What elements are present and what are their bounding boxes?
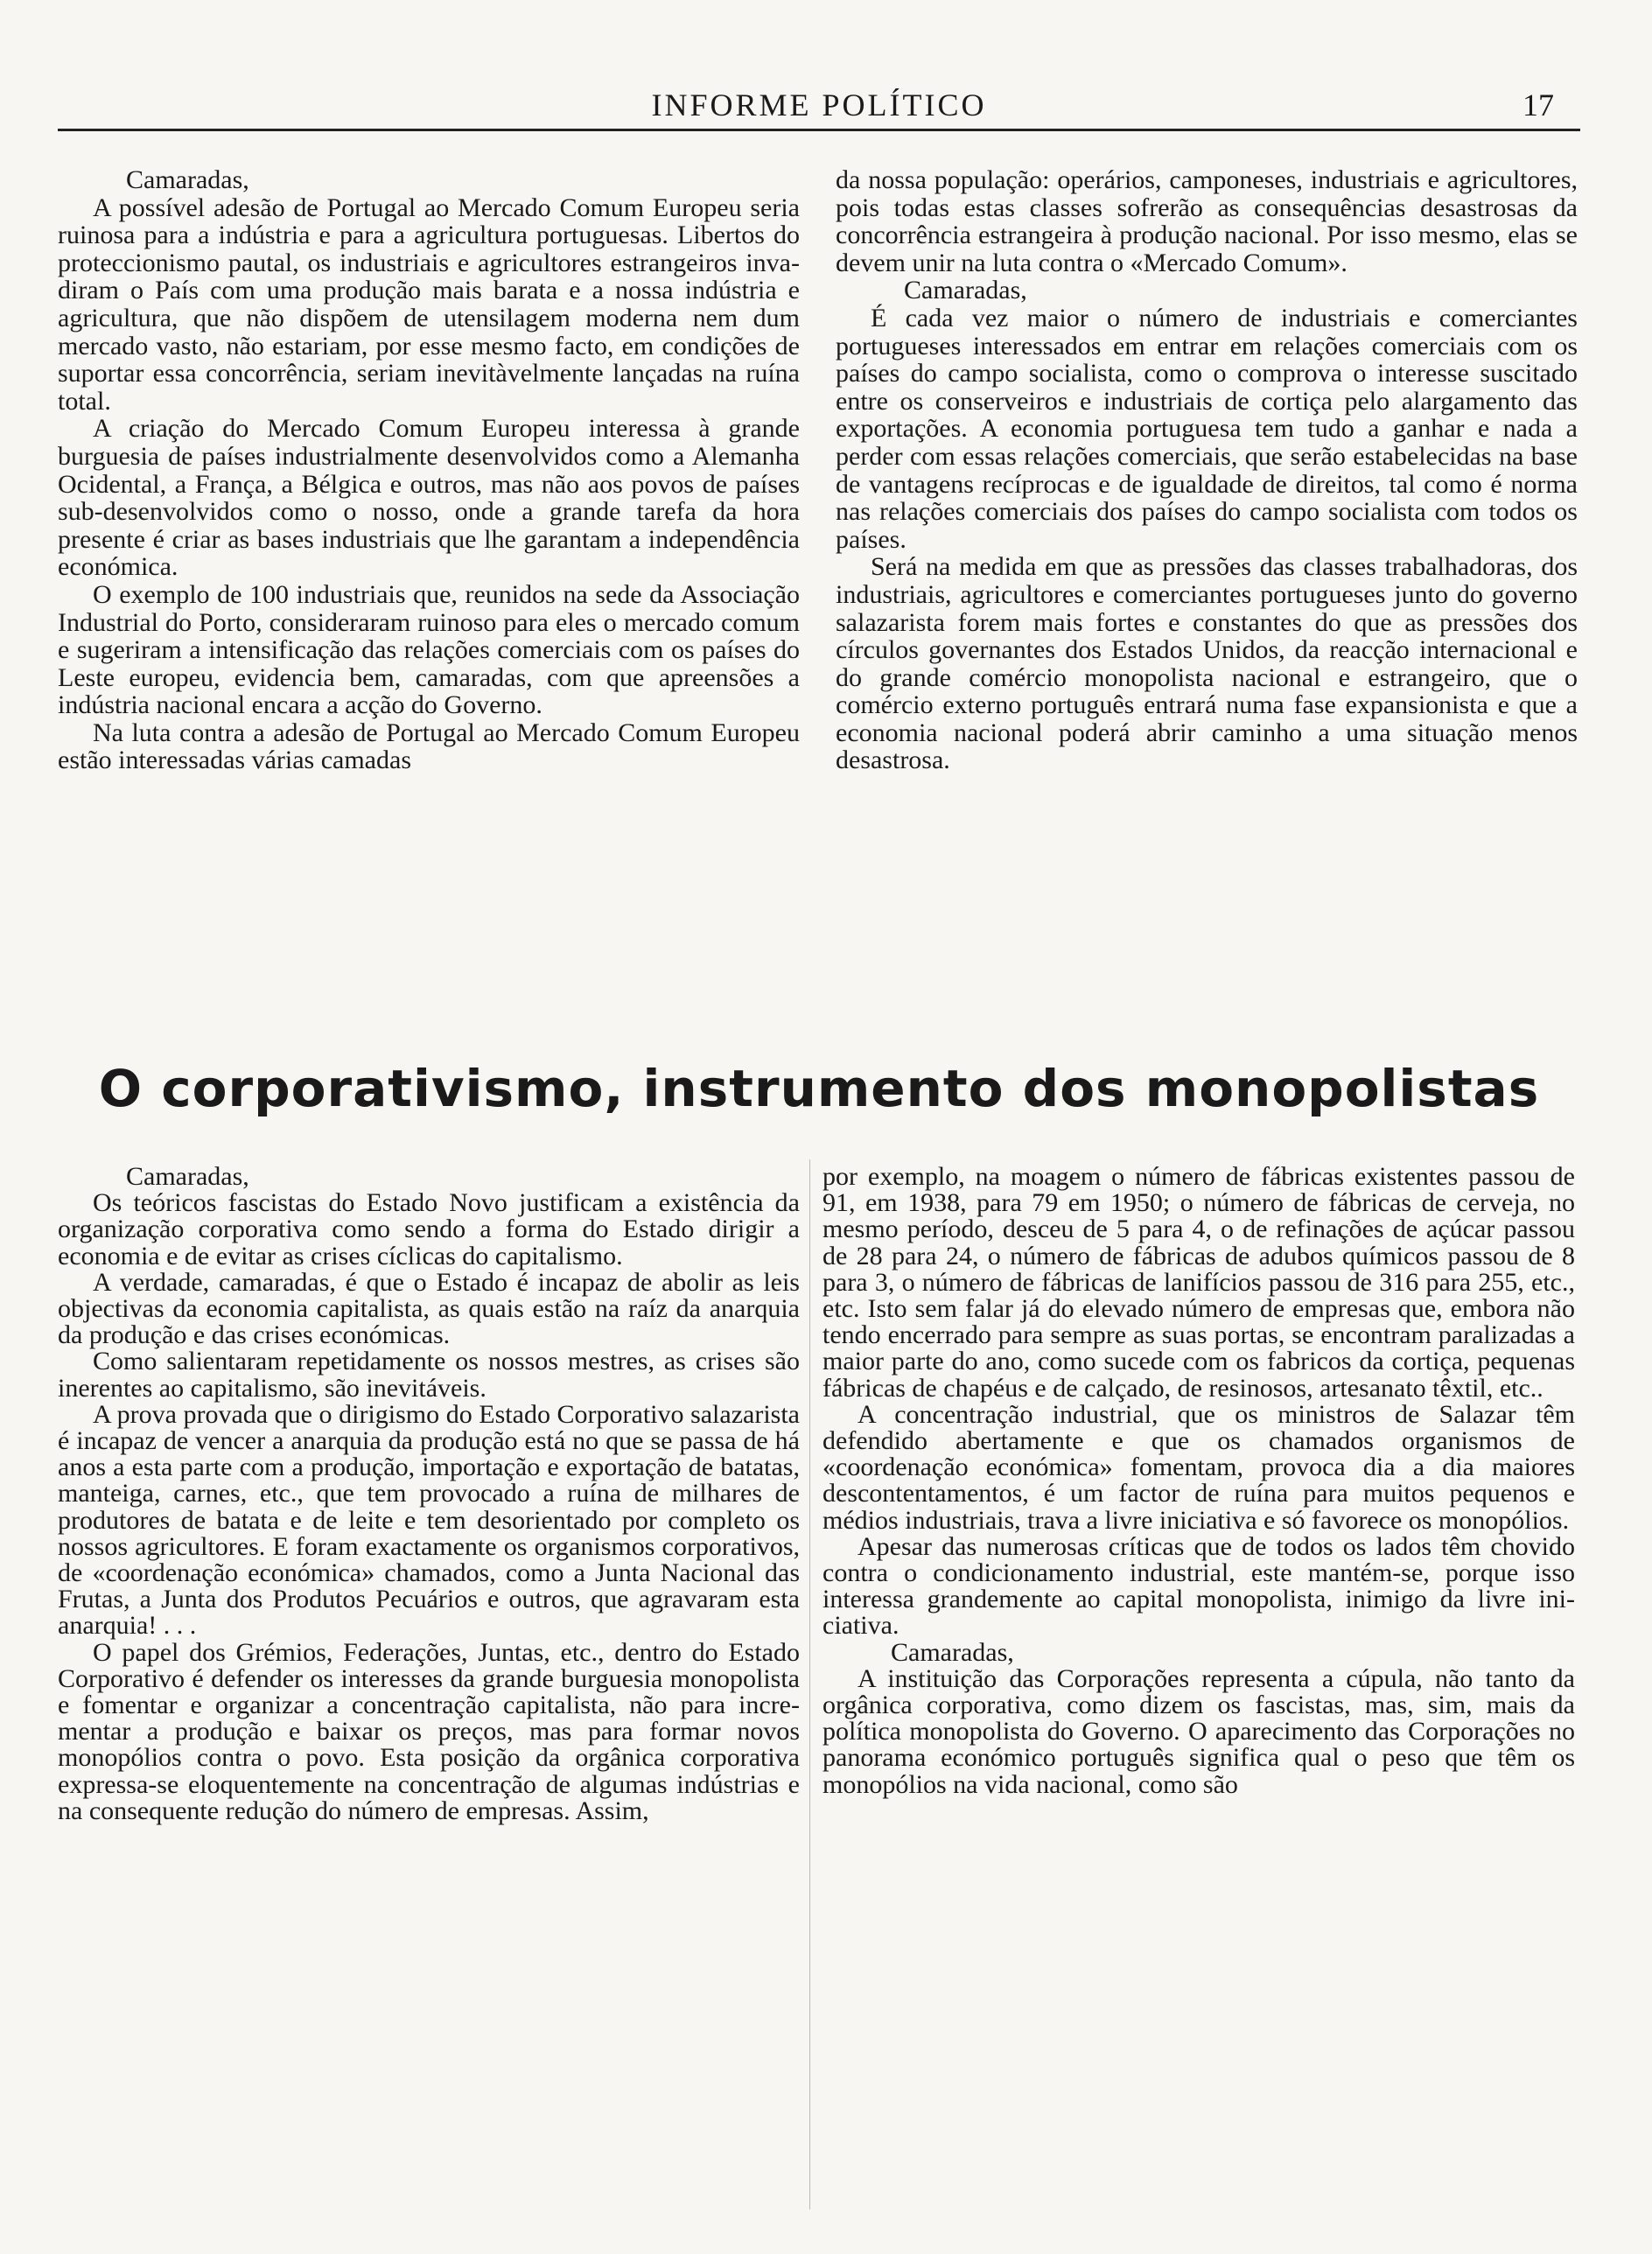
salutation: Camaradas, [904, 276, 1027, 305]
paragraph: A prova provada que o dirigismo do Estado Corporativo salazarista é incapaz de vencer a anarquia da produção está no que se passa de há anos a esta parte com a produção, importação e exportação de batatas, manteiga, carnes, etc., que tem provocado a ruína de milhares de produtores de batata e de leite e tem desorientado por completo os nossos agricultores. E foram exactamente os organismos corporativos, de «coordenação económica» chamados, como a Junta Nacional das Frutas, a Junta dos Produtos Pecuários e outros, que agravaram esta anarquia! . . . [58, 1399, 800, 1641]
top-left-column [58, 166, 800, 774]
paragraph: Será na medida em que as pressões das classes trabalhadoras, dos industriais, agricultores e comerciantes portugueses junto do governo salazarista forem mais fortes e constantes do que as pressões dos círculos governantes dos Estados Unidos, da reacção internacional e do grande comércio monopolista nacional e estrangeiro, que o comércio externo português entrará numa fase expansionista e que a economia nacional poderá abrir caminho a uma situação menos desastrosa. [836, 552, 1578, 775]
paragraph: A concentração industrial, que os ministros de Salazar têm defendido abertamente e que os chamados organismos de «coordenação económica» fomentam, provoca dia a dia maiores descontentamentos, é um factor de ruína para muitos pequenos e médios industriais, trava a livre iniciativa e só favorece os monopólios. [822, 1399, 1575, 1535]
salutation: Camaradas, [126, 1162, 249, 1191]
paragraph: A instituição das Corporações representa a cúpula, não tanto da orgânica corporativa, como dizem os fascistas, mas, sim, mais da política monopolista do Governo. O aparecimento das Corporações no panorama económico português significa qual o peso que têm os monopólios na vida nacional, como são [822, 1663, 1575, 1799]
salutation: Camaradas, [891, 1637, 1014, 1667]
paragraph: Como salientaram repetidamente os nossos mestres, as crises são inerentes ao capitalismo, são inevitáveis. [58, 1347, 800, 1403]
article-left-column [58, 1164, 800, 1824]
page-number: 17 [1522, 88, 1554, 122]
paragraph: É cada vez maior o número de industriais e comerciantes portugueses interessados em entrar em relações comerciais com os países do campo socialista, como o comprova o interesse suscitado entre os conserveiros e industriais de cortiça pelo alargamento das exportações. A economia portuguesa tem tudo a ganhar e nada a perder com essas relações comerciais, que serão estabelecidas na base de vantagens recíprocas e de igualdade de direitos, tal como é norma nas relações comerciais dos países do campo socialista com todos os países. [836, 303, 1578, 554]
paragraph: A verdade, camaradas, é que o Estado é incapaz de abolir as leis objectivas da economia capitalista, as quais estão na raíz da anarquia da produção e das crises económicas. [58, 1267, 800, 1350]
paragraph: O papel dos Grémios, Federações, Juntas, etc., dentro do Estado Corporativo é defender os interesses da grande burguesia monopolista e fomentar e organizar a concentração capitalista, não para incrementar a produção e baixar os preços, mas para formar novos monopólios contra o povo. Esta posição da orgânica corporativa expressa-se eloquentemente na concentração de algumas indústrias e na consequente redução do número de empresas. Assim, [58, 1637, 800, 1825]
paragraph: Na luta contra a adesão de Portugal ao Mercado Comum Europeu estão interessadas várias camadas [58, 718, 800, 775]
article-title: O corporativismo, instrumento dos monopolistas [98, 1059, 1540, 1118]
page-header [58, 83, 1580, 131]
paragraph: A possível adesão de Portugal ao Mercado Comum Europeu seria ruinosa para a indústria e para a agricultura portuguesas. Libertos do proteccionismo pautal, os industriais e agricultores estrangeiros invadiram o País com uma produção mais barata e a nossa indústria e agricultura, que não dispõem de utensilagem moderna nem dum mercado vasto, não estariam, por esse mesmo facto, em condições de suportar essa concorrência, seriam inevitàvelmente lançadas na ruína total. [58, 192, 800, 416]
paragraph: da nossa população: operários, camponeses, industriais e agricultores, pois todas estas classes sofrerão as consequências desastrosas da concorrência estrangeira à produção nacional. Por isso mesmo, elas se devem unir na luta contra o «Mercado Comum». [836, 165, 1578, 277]
paragraph: por exemplo, na moagem o número de fábricas existentes passou de 91, em 1938, para 79 em 1950; o número de fábricas de cerveja, no mesmo período, desceu de 5 para 4, o de refinações de açúcar passou de 28 para 24, o número de fábricas de adubos químicos passou de 8 para 3, o número de fábricas de lanifícios passou de 316 para 255, etc., etc. Isto sem falar já do elevado número de empresas que, embora não tendo encerrado para sempre as suas portas, se encontram paralizadas a maior parte do ano, como sucede com os fabricos da cortiça, pequenas fábricas de chapéus e de calçado, de resinosos, artesanato têxtil, etc.. [822, 1162, 1575, 1403]
paragraph: A criação do Mercado Comum Europeu interessa à grande burguesia de países industrialmente desenvolvidos como a Alemanha Ocidental, a França, a Bélgica e outros, mas não aos povos de países sub-desenvolvidos como o nosso, onde a grande tarefa da hora presente é criar as bases industriais que lhe garantam a independência económica. [58, 414, 800, 582]
paragraph: Apesar das numerosas críticas que de todos os lados têm chovido contra o condicionamento industrial, este mantém-se, porque isso interessa grandemente ao capital monopolista, inimigo da livre iniciativa. [822, 1531, 1575, 1641]
paragraph: Os teóricos fascistas do Estado Novo justificam a existência da organização corporativa como sendo a forma do Estado dirigir a economia e de evitar as crises cíclicas do capitalismo. [58, 1188, 800, 1270]
column-divider [809, 1159, 810, 2209]
article-right-column [822, 1164, 1575, 1798]
top-right-column [836, 166, 1578, 774]
running-title: INFORME POLÍTICO [651, 88, 987, 122]
salutation: Camaradas, [126, 165, 249, 194]
paragraph: O exemplo de 100 industriais que, reunidos na sede da Associação Industrial do Porto, consideraram ruinoso para eles o mercado comum e sugeriram a intensificação das relações comerciais com os países do Leste europeu, evidencia bem, camaradas, com que apreensões a indústria nacional encara a acção do Governo. [58, 579, 800, 720]
